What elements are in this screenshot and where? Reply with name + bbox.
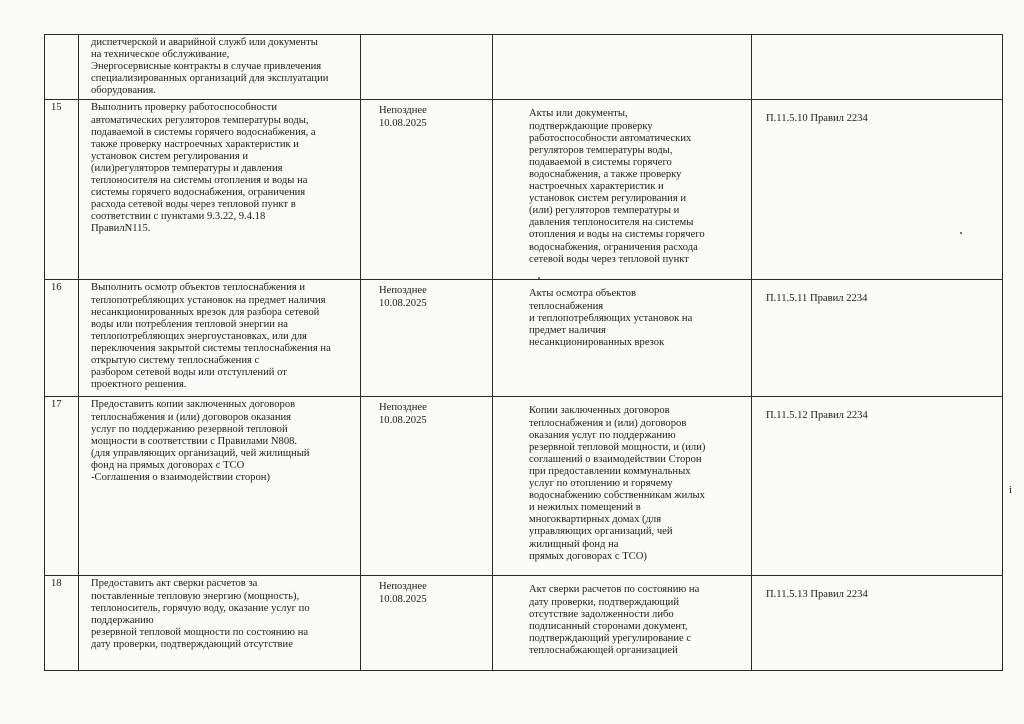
document-cell bbox=[493, 576, 752, 671]
deadline-text bbox=[367, 37, 488, 40]
document-text bbox=[499, 37, 747, 43]
deadline-text: Непозднее 10.08.2025 bbox=[379, 402, 427, 426]
document-text: Копии заключенных договоров теплоснабжения и (или) договоров оказания услуг по поддержанию резервной тепловой мощности, и (или) соглашений о взаимодействии Сторон при предоставлении коммунальных услуг по отоплению и горячему водоснабжению собственникам жилых и нежилых помещений в многоквартирных домах (для управляющих организаций, чей жилищный фонд на прямых договорах с ТСО) bbox=[529, 405, 706, 562]
scan-speck bbox=[960, 232, 962, 234]
reference-text: П.11.5.11 Правил 2234 bbox=[766, 293, 868, 305]
task-cell bbox=[79, 576, 361, 671]
reference-cell bbox=[752, 35, 1003, 100]
document-text: Акт сверки расчетов по состоянию на дату проверки, подтверждающий отсутствие задолженности либо подписанный сторонами документ, подтверждающий урегулирование с теплоснабжающей организацией bbox=[529, 584, 700, 656]
row-number: 15 bbox=[45, 100, 79, 280]
deadline-cell bbox=[361, 280, 493, 397]
document-cell bbox=[493, 280, 752, 397]
deadline-cell bbox=[361, 576, 493, 671]
deadline-text: Непозднее 10.08.2025 bbox=[379, 105, 427, 129]
row-number: 18 bbox=[45, 576, 79, 671]
reference-cell bbox=[752, 100, 1003, 280]
deadline-cell bbox=[361, 35, 493, 100]
task-text: диспетчерской и аварийной служб или документы на техническое обслуживание, Энергосервисные контракты в случае привлечения специализированных организаций для эксплуатации оборудования. bbox=[91, 37, 329, 97]
document-text: Акты осмотра объектов теплоснабжения и теплопотребляющих установок на предмет наличия несанкционированных врезок bbox=[529, 288, 693, 348]
document-cell bbox=[493, 100, 752, 280]
document-text: Акты или документы, подтверждающие проверку работоспособности автоматических регуляторов температуры воды, подаваемой в системы горячего водоснабжения, а также проверку настроечных характеристик и установок систем регулирования и (или) регуляторов температуры и давления теплоносителя на системы отопления и воды на системы горячего водоснабжения, ограничения расхода сетевой воды через тепловой пункт bbox=[529, 108, 705, 265]
row-number: 16 bbox=[45, 280, 79, 397]
task-cell bbox=[79, 100, 361, 280]
requirements-table bbox=[44, 34, 1003, 671]
deadline-cell bbox=[361, 397, 493, 576]
reference-cell bbox=[752, 280, 1003, 397]
deadline-text: Непозднее 10.08.2025 bbox=[379, 581, 427, 605]
deadline-text: Непозднее 10.08.2025 bbox=[379, 285, 427, 309]
reference-text: П.11.5.13 Правил 2234 bbox=[766, 589, 868, 601]
row-number: 17 bbox=[45, 397, 79, 576]
table-row bbox=[45, 35, 1003, 100]
task-text: Предоставить акт сверки расчетов за поставленные тепловую энергию (мощность), теплоноситель, горячую воду, оказание услуг по поддержанию резервной тепловой мощности по состоянию на дату проверки, подтверждающий отсутствие bbox=[91, 578, 310, 650]
task-cell bbox=[79, 397, 361, 576]
deadline-cell bbox=[361, 100, 493, 280]
reference-text: П.11.5.10 Правил 2234 bbox=[766, 113, 868, 125]
reference-text: П.11.5.12 Правил 2234 bbox=[766, 410, 868, 422]
reference-text bbox=[758, 37, 998, 48]
table-row bbox=[45, 100, 1003, 280]
margin-mark: i bbox=[1009, 484, 1013, 496]
reference-cell bbox=[752, 576, 1003, 671]
task-text: Предоставить копии заключенных договоров теплоснабжения и (или) договоров оказания услуг по поддержанию резервной тепловой мощности в соответствии с Правилами N808. (для управляющих организаций, чей жилищный фонд на прямых договорах с ТСО -Соглашения о взаимодействии сторон) bbox=[91, 399, 310, 484]
table-row bbox=[45, 280, 1003, 397]
table-row bbox=[45, 397, 1003, 576]
table-row bbox=[45, 576, 1003, 671]
scan-speck bbox=[538, 277, 540, 279]
task-text: Выполнить осмотр объектов теплоснабжения и теплопотребляющих установок на предмет наличия несанкционированных врезок для разбора сетевой воды или потребления тепловой энергии на теплопотребляющих энергоустановках, или для переключения закрытой системы теплоснабжения на открытую систему теплоснабжения с разбором сетевой воды или отступлений от проектного решения. bbox=[91, 282, 331, 391]
task-cell bbox=[79, 35, 361, 100]
document-cell bbox=[493, 397, 752, 576]
row-number bbox=[45, 35, 79, 100]
document-page bbox=[44, 34, 1002, 692]
task-cell bbox=[79, 280, 361, 397]
document-cell bbox=[493, 35, 752, 100]
reference-cell bbox=[752, 397, 1003, 576]
task-text: Выполнить проверку работоспособности автоматических регуляторов температуры воды, подаваемой в системы горячего водоснабжения, а также проверку настроечных характеристик и установок систем регулирования и (или)регуляторов температуры и давления теплоносителя на системы отопления и воды на системы горячего водоснабжения, ограничения расхода сетевой воды через тепловой пункт в соответствии с пунктами 9.3.22, 9.4.18 ПравилN115. bbox=[91, 102, 316, 235]
